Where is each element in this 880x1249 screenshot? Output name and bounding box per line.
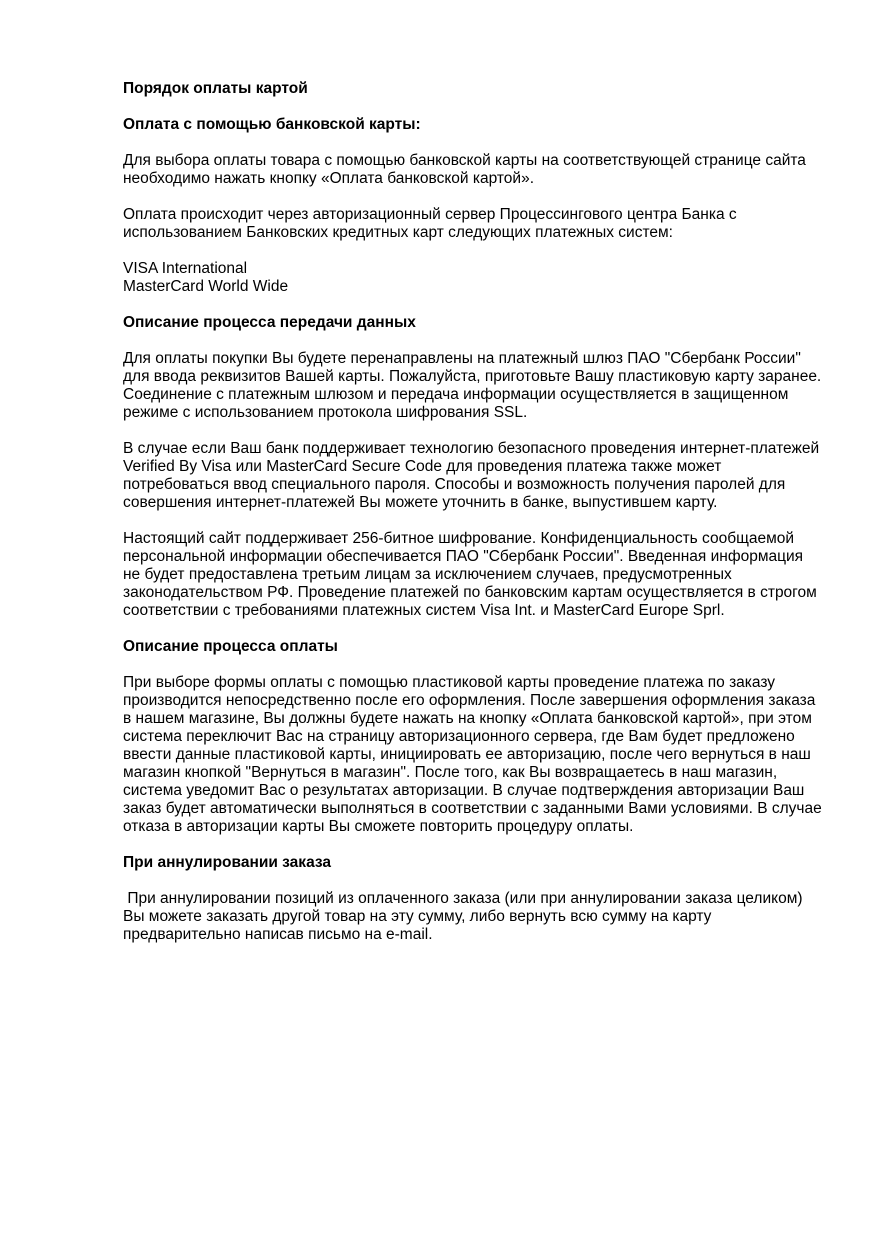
paragraph-payment-process: При выборе формы оплаты с помощью пластиковой карты проведение платежа по заказу производится непосредственно после его оформления. После завершения оформления заказа в нашем магазине, Вы должны будете нажать на кнопку «Оплата банковской картой», при этом система переключит Вас на страницу авторизационного сервера, где Вам будет предложено ввести данные пластиковой карты, инициировать ее авторизацию, после чего вернуться в наш магазин кнопкой "Вернуться в магазин". После того, как Вы возвращаетесь в наш магазин, система уведомит Вас о результатах авторизации. В случае подтверждения авторизации Ваш заказ будет автоматически выполняться в соответствии с заданными Вами условиями. В случае отказа в авторизации карты Вы сможете повторить процедуру оплаты.	[123, 674, 827, 835]
paragraph-payment-gateway: Для оплаты покупки Вы будете перенаправлены на платежный шлюз ПАО "Сбербанк России" для ввода реквизитов Вашей карты. Пожалуйста, приготовьте Вашу пластиковую карту заранее. Соединение с платежным шлюзом и передача информации осуществляется в защищенном режиме с использованием протокола шифрования SSL.	[123, 350, 826, 421]
page-title: Порядок оплаты картой	[123, 80, 308, 97]
paragraph-secure-code: В случае если Ваш банк поддерживает технологию безопасного проведения интернет-платежей Verified By Visa или MasterCard Secure Code для проведения платежа также может потребоваться ввод специального пароля. Способы и возможность получения паролей для совершения интернет-платежей Вы можете уточнить в банке, выпустившем карту.	[123, 440, 824, 511]
section-heading-order-cancellation: При аннулировании заказа	[123, 854, 331, 871]
paragraph-order-cancellation: При аннулировании позиций из оплаченного заказа (или при аннулировании заказа целиком) Вы можете заказать другой товар на эту сумму, либо вернуть всю сумму на карту предварительно написав письмо на e-mail.	[123, 890, 807, 943]
document-body	[123, 80, 827, 944]
paragraph-processing-center: Оплата происходит через авторизационный сервер Процессингового центра Банка с использованием Банковских кредитных карт следующих платежных систем:	[123, 206, 741, 241]
payment-systems-list	[123, 260, 823, 296]
paragraph-choose-payment: Для выбора оплаты товара с помощью банковской карты на соответствующей странице сайта необходимо нажать кнопку «Оплата банковской картой».	[123, 152, 811, 187]
payment-system-visa: VISA International	[123, 260, 248, 277]
paragraph-encryption: Настоящий сайт поддерживает 256-битное шифрование. Конфиденциальность сообщаемой персональной информации обеспечивается ПАО "Сбербанк России". Введенная информация не будет предоставлена третьим лицам за исключением случаев, предусмотренных законодательством РФ. Проведение платежей по банковским картам осуществляется в строгом соответствии с требованиями платежных систем Visa Int. и MasterCard Europe Sprl.	[123, 530, 822, 619]
section-heading-card-payment: Оплата с помощью банковской карты:	[123, 116, 421, 133]
section-heading-data-transfer: Описание процесса передачи данных	[123, 314, 416, 331]
section-heading-payment-process: Описание процесса оплаты	[123, 638, 338, 655]
payment-system-mastercard: MasterCard World Wide	[123, 278, 289, 295]
